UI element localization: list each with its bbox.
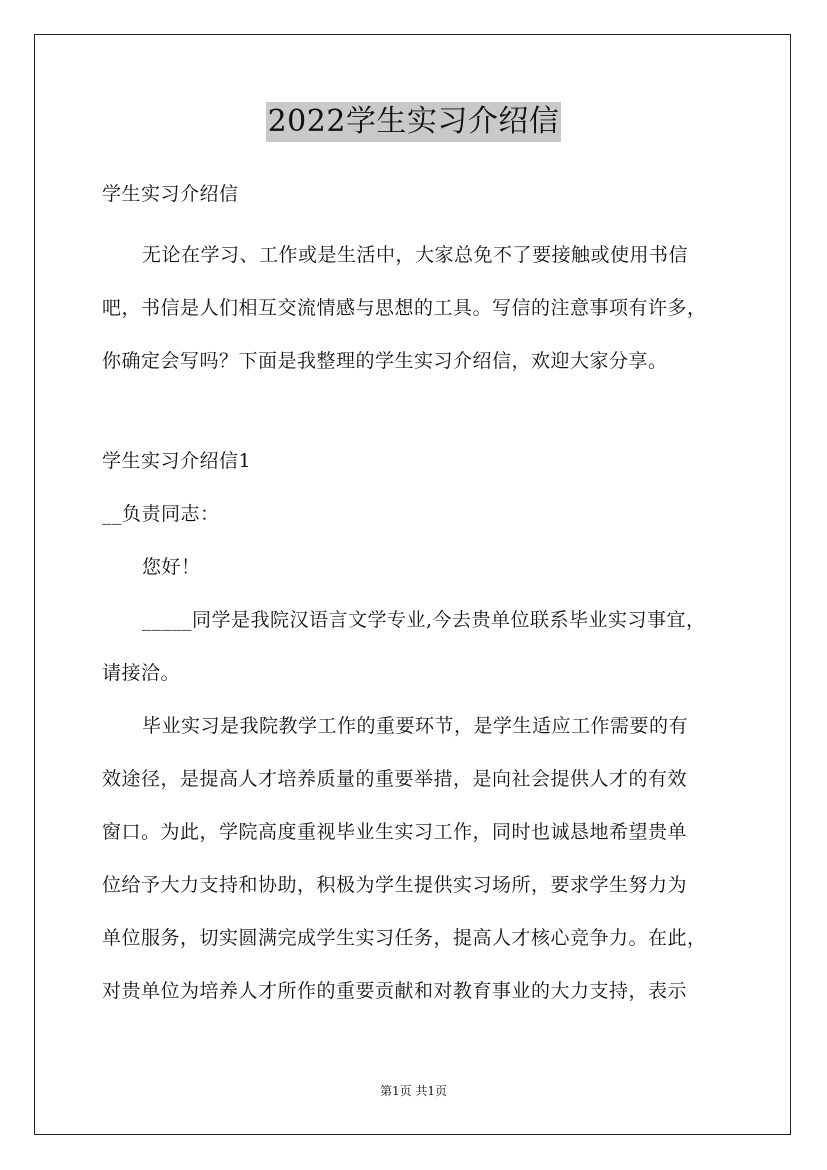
document-subtitle: 学生实习介绍信 (102, 183, 239, 205)
letter-heading: 学生实习介绍信1 (102, 450, 252, 472)
para2-line-4: 位给予大力支持和协助，积极为学生提供实习场所，要求学生努力为 (102, 874, 688, 896)
intro-line-1: 无论在学习、工作或是生活中，大家总免不了要接触或使用书信 (142, 244, 689, 266)
spacer (102, 388, 742, 435)
document-body (102, 176, 742, 1018)
greeting: 您好！ (142, 556, 201, 578)
para2-line-6: 对贵单位为培养人才所作的重要贡献和对教育事业的大力支持，表示 (102, 980, 688, 1002)
salutation: __负责同志： (102, 503, 220, 525)
para1-line-1: _____同学是我院汉语言文学专业,今去贵单位联系毕业实习事宜， (142, 609, 706, 631)
page-footer: 第1页 共1页 (379, 1084, 448, 1098)
document-title: 2022学生实习介绍信 (266, 102, 562, 142)
para1-line-2: 请接洽。 (102, 662, 181, 684)
intro-line-3: 你确定会写吗？下面是我整理的学生实习介绍信，欢迎大家分享。 (102, 350, 668, 372)
spacer (102, 212, 742, 229)
intro-line-2: 吧，书信是人们相互交流情感与思想的工具。写信的注意事项有许多， (102, 297, 707, 319)
para2-line-5: 单位服务，切实圆满完成学生实习任务，提高人才核心竞争力。在此， (102, 927, 707, 949)
para2-line-2: 效途径，是提高人才培养质量的重要举措，是向社会提供人才的有效 (102, 768, 688, 790)
title-container (0, 102, 827, 142)
para2-line-1: 毕业实习是我院教学工作的重要环节，是学生适应工作需要的有 (142, 715, 689, 737)
para2-line-3: 窗口。为此，学院高度重视毕业生实习工作，同时也诚恳地希望贵单 (102, 821, 688, 843)
